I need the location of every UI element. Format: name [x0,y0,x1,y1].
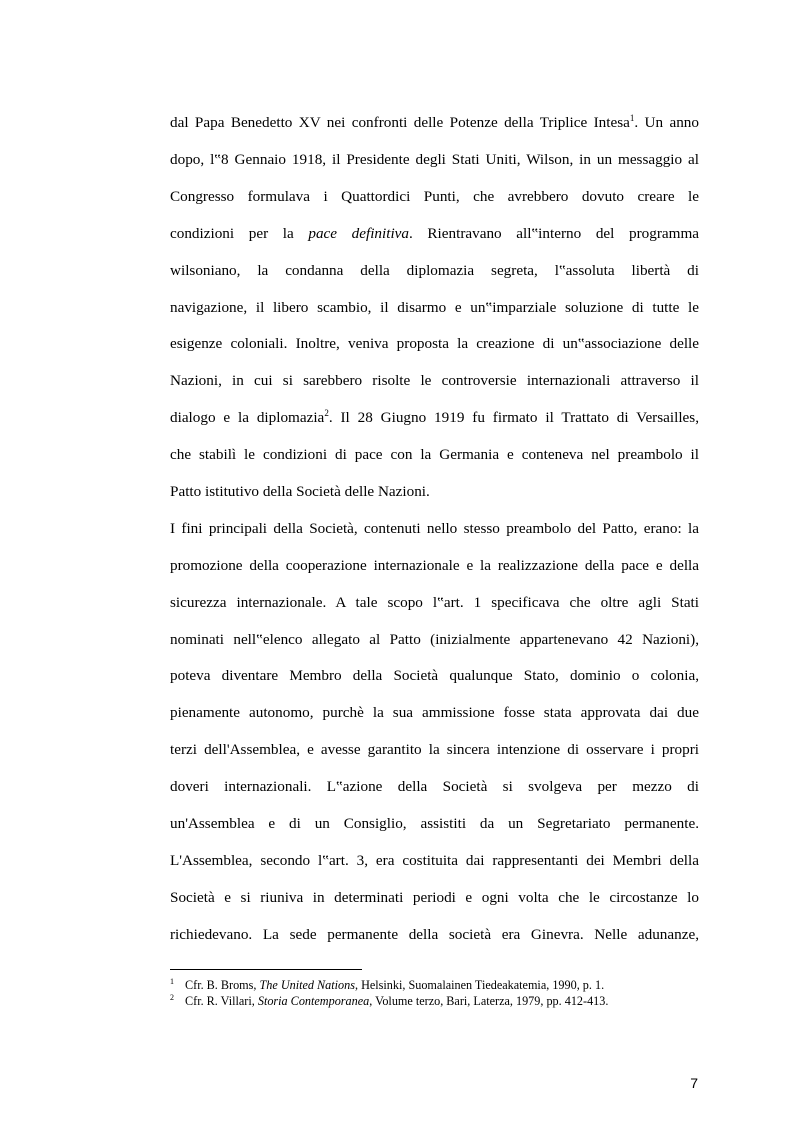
text-line: che stabilì le condizioni di pace con la Germania e conteneva nel preambolo il [170,446,699,463]
text-line: dialogo e la diplomazia$^2$. Il 28 Giugno 1919 fu firmato il Trattato di Versailles, [170,408,700,426]
text-line: doveri internazionali. L‟azione della Società si svolgeva per mezzo di [170,778,699,795]
footnote-text: Cfr. B. Broms, The United Nations, Helsinki, Suomalainen Tiedeakatemia, 1990, p. 1. [185,978,605,992]
text-line: nominati nell‟elenco allegato al Patto (inizialmente appartenevano 42 Nazioni), [170,631,699,648]
text-line: poteva diventare Membro della Società qualunque Stato, dominio o colonia, [170,667,699,684]
italic-term: pace definitiva [308,225,409,242]
footnote-text: Cfr. R. Villari, Storia Contemporanea, Volume terzo, Bari, Laterza, 1979, pp. 412-413. [185,994,609,1008]
text-line: navigazione, il libero scambio, il disarmo e un‟imparziale soluzione di tutte le [170,299,699,316]
footnote-ref: 2 [324,408,329,418]
text-line: condizioni per la pace definitiva. Rientravano all‟interno del programma [170,225,700,242]
footnote-separator [170,969,362,970]
text-line: promozione della cooperazione internazionale e la realizzazione della pace e della [170,557,699,574]
footnote [170,993,730,1009]
text-line: dal Papa Benedetto XV nei confronti delle Potenze della Triplice Intesa$^1$. Un anno [170,113,699,131]
page-number: 7 [690,1075,698,1091]
text-line: richiedevano. La sede permanente della società era Ginevra. Nelle adunanze, [170,926,699,943]
text-line: sicurezza internazionale. A tale scopo l‟art. 1 specificava che oltre agli Stati [170,594,699,611]
text-line: un'Assemblea e di un Consiglio, assistiti da un Segretariato permanente. [170,815,699,832]
footnote-number: 2 [170,993,174,1002]
text-line: L'Assemblea, secondo l‟art. 3, era costituita dai rappresentanti dei Membri della [170,852,699,869]
text-line: Società e si riuniva in determinati periodi e ogni volta che le circostanze lo [170,889,699,906]
footnote [170,977,730,993]
text-line: esigenze coloniali. Inoltre, veniva proposta la creazione di un‟associazione delle [170,335,699,352]
text-line: pienamente autonomo, purchè la sua ammissione fosse stata approvata dai due [170,704,699,721]
text-line: Congresso formulava i Quattordici Punti, che avrebbero dovuto creare le [170,188,699,205]
text-line: terzi dell'Assemblea, e avesse garantito la sincera intenzione di osservare i propri [170,741,699,758]
footnote-ref: 1 [629,113,635,123]
text-line: I fini principali della Società, contenuti nello stesso preambolo del Patto, erano: la [170,520,699,537]
footnote-number: 1 [170,977,174,986]
text-line: wilsoniano, la condanna della diplomazia segreta, l‟assoluta libertà di [170,262,699,279]
text-line: dopo, l‟8 Gennaio 1918, il Presidente degli Stati Uniti, Wilson, in un messaggio al [170,151,699,168]
text-line: Nazioni, in cui si sarebbero risolte le controversie internazionali attraverso il [170,372,699,389]
text-line: Patto istitutivo della Società delle Nazioni. [170,483,430,500]
